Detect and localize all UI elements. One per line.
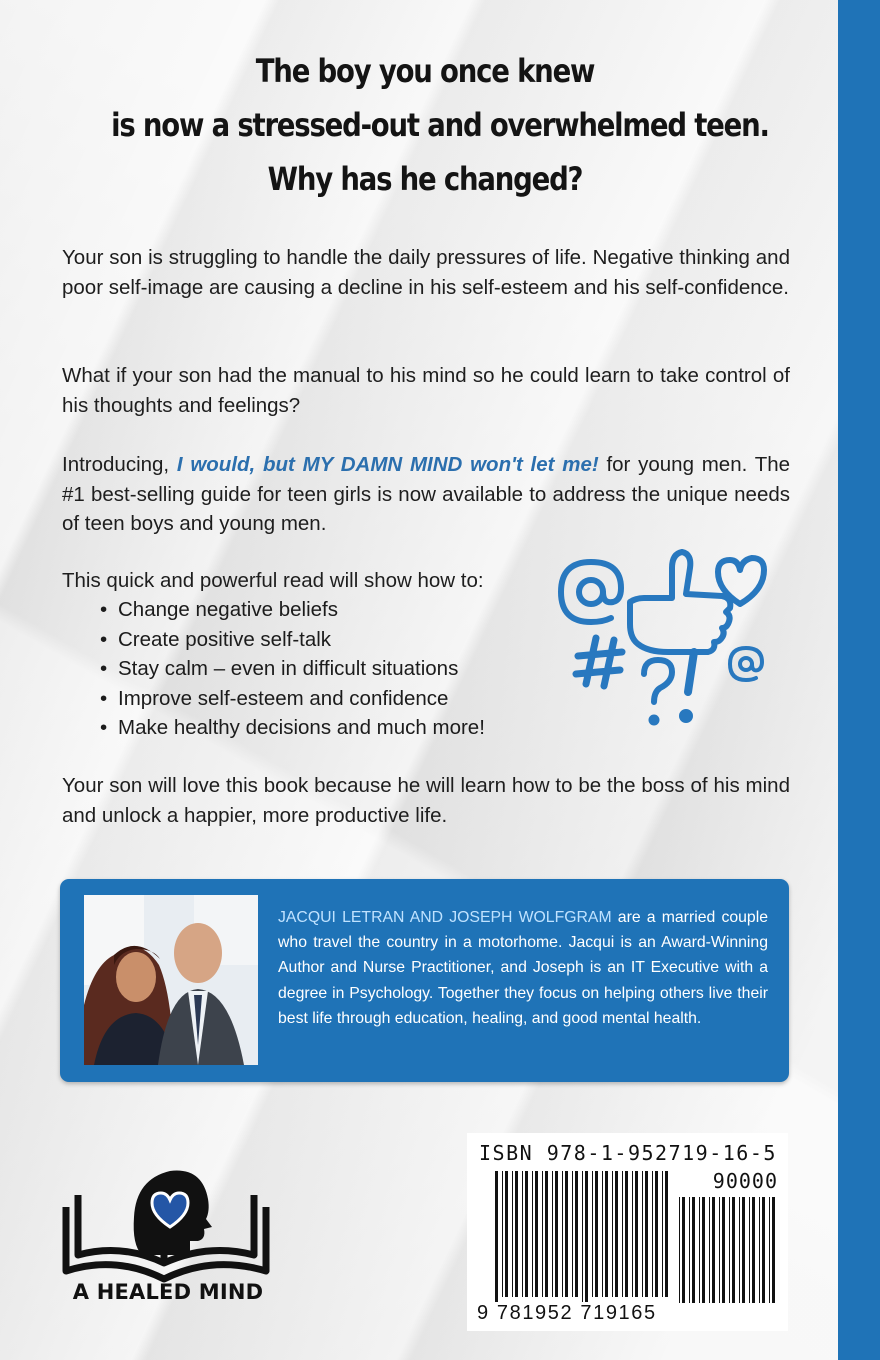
- hashtag-icon: [576, 638, 622, 686]
- book-title-highlight: I would, but MY DAMN MIND won't let me!: [176, 453, 599, 476]
- author-names: JACQUI LETRAN AND JOSEPH WOLFGRAM: [278, 909, 612, 926]
- closing-paragraph: Your son will love this book because he will learn how to be the boss of his mind and unlock a happier, more productive life.: [62, 774, 790, 827]
- bullet-text: Create positive self-talk: [118, 627, 332, 651]
- list-item: [100, 654, 485, 684]
- publisher-name: A HEALED MIND: [72, 1280, 264, 1304]
- author-bio-box: [60, 879, 789, 1082]
- price-code: 90000: [712, 1169, 778, 1193]
- thumbs-up-icon: [630, 552, 730, 652]
- isbn-barcode: [467, 1133, 788, 1331]
- author-bio-text: are a married couple who travel the country in a motorhome. Jacqui is an Award-Winning Author and Nurse Practitioner, and Joseph is an IT Executive with a degree in Psychology. Together they focus on helping others live their best life through education, healing, and good mental health.: [278, 909, 768, 1027]
- introducing-rest: for young men. The #1 best-selling guide for teen girls is now available to address the unique needs of teen boys and young men.: [62, 453, 791, 535]
- list-item: [100, 595, 485, 625]
- question-paragraph: What if your son had the manual to his mind so he could learn to take control of his thoughts and feelings?: [62, 364, 790, 417]
- isbn-label: ISBN 978-1-952719-16-5: [479, 1141, 777, 1165]
- bullet-icon: •: [100, 598, 108, 621]
- at-sign-icon: [561, 562, 621, 622]
- headline-line-3: Why has he changed?: [267, 160, 583, 198]
- bullet-text: Improve self-esteem and confidence: [118, 686, 449, 710]
- social-icons-illustration: [548, 540, 788, 740]
- bullet-text: Make healthy decisions and much more!: [118, 716, 485, 739]
- spine-strip: [838, 0, 880, 1360]
- benefits-intro: This quick and powerful read will show how to:: [62, 569, 484, 592]
- bullet-text: Change negative beliefs: [118, 598, 338, 621]
- introducing-paragraph: [62, 450, 790, 539]
- author-bio: [278, 905, 768, 1031]
- bullet-text: Stay calm – even in difficult situations: [118, 657, 459, 680]
- headline: [111, 44, 769, 206]
- author-photo: [84, 895, 258, 1065]
- benefits-list: [100, 595, 485, 743]
- bullet-icon: •: [100, 657, 108, 680]
- bullet-icon: •: [100, 686, 108, 710]
- list-item: [100, 713, 485, 743]
- introducing-lead: Introducing,: [62, 453, 177, 476]
- barcode-bars: [495, 1171, 670, 1307]
- intro-paragraph: Your son is struggling to handle the daily pressures of life. Negative thinking and poor self-image are causing a decline in his self-esteem and his self-confidence.: [62, 246, 790, 299]
- exclamation-icon: [683, 652, 694, 719]
- price-barcode-bars: [679, 1197, 779, 1313]
- at-sign-small-icon: [730, 648, 762, 680]
- bullet-icon: •: [100, 627, 108, 651]
- list-item: [100, 684, 485, 714]
- question-mark-icon: [644, 660, 672, 723]
- head-silhouette-icon: [134, 1171, 212, 1255]
- ean-number: 9 781952 719165: [477, 1302, 657, 1324]
- bullet-icon: •: [100, 716, 108, 739]
- headline-line-2: is now a stressed-out and overwhelmed teen.: [111, 106, 769, 144]
- list-item: [100, 625, 485, 655]
- headline-line-1: The boy you once knew: [255, 52, 595, 90]
